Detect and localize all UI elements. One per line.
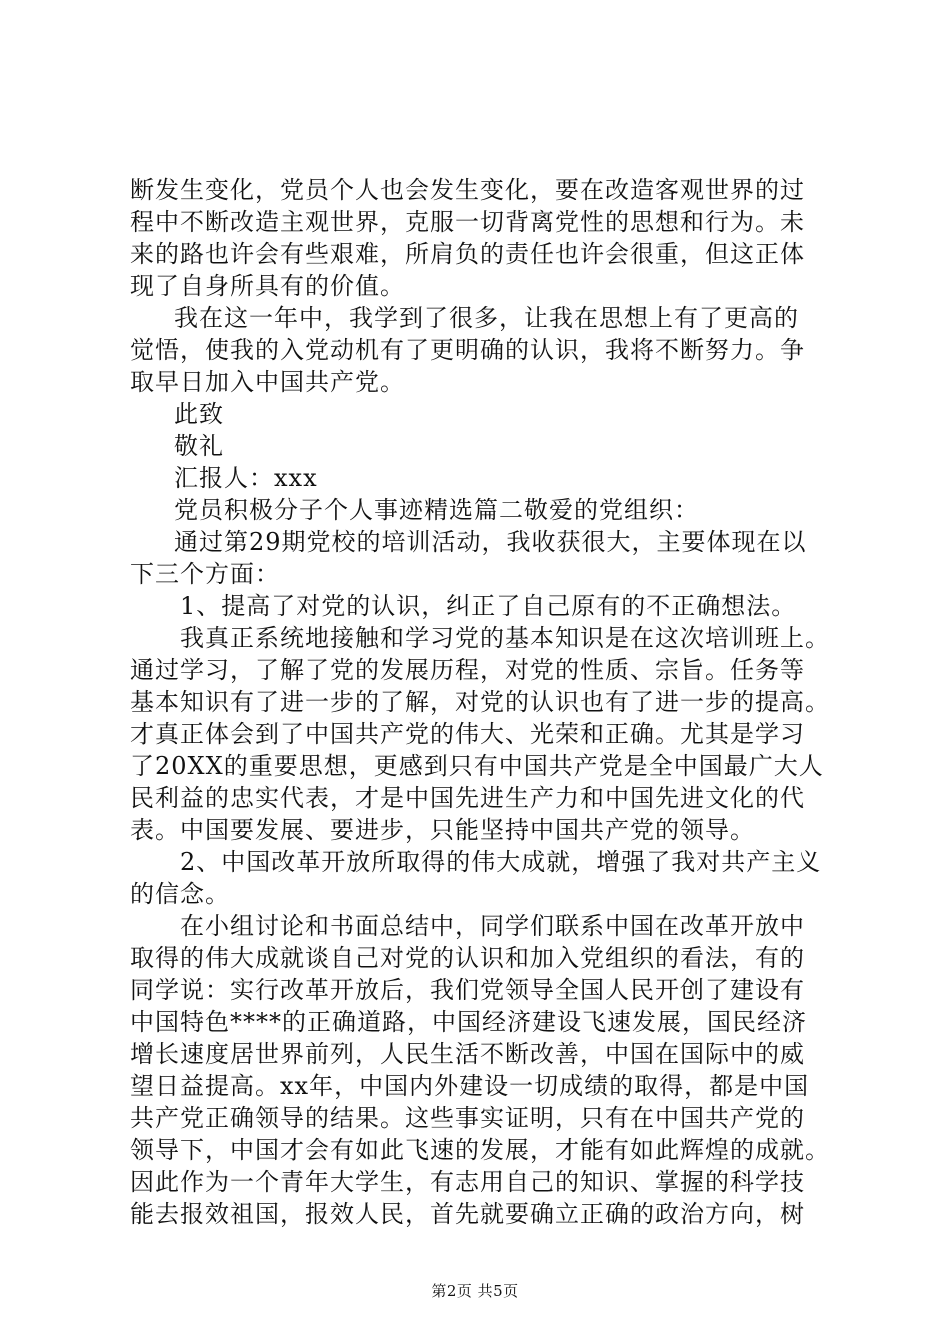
text-line: 取得的伟大成就谈自己对党的认识和加入党组织的看法，有的 xyxy=(130,944,805,972)
text-line: 通过学习，了解了党的发展历程，对党的性质、宗旨。任务等 xyxy=(130,656,805,684)
text-line: 因此作为一个青年大学生，有志用自己的知识、掌握的科学技 xyxy=(130,1168,805,1196)
text-line: 的信念。 xyxy=(130,880,230,908)
text-line: 能去报效祖国，报效人民，首先就要确立正确的政治方向，树 xyxy=(130,1200,805,1228)
text-line: 程中不断改造主观世界，克服一切背离党性的思想和行为。未 xyxy=(130,208,805,236)
salutation-line: 此致 xyxy=(174,400,224,428)
salutation-line: 敬礼 xyxy=(174,432,224,460)
text-line: 我真正系统地接触和学习党的基本知识是在这次培训班上。 xyxy=(180,624,830,652)
text-line: 民利益的忠实代表，才是中国先进生产力和中国先进文化的代 xyxy=(130,784,805,812)
text-line: 共产党正确领导的结果。这些事实证明，只有在中国共产党的 xyxy=(130,1104,805,1132)
text-line: 断发生变化，党员个人也会发生变化，要在改造客观世界的过 xyxy=(130,176,805,204)
text-line: 在小组讨论和书面总结中，同学们联系中国在改革开放中 xyxy=(180,912,805,940)
text-line: 觉悟，使我的入党动机有了更明确的认识，我将不断努力。争 xyxy=(130,336,805,364)
text-line: 通过第29期党校的培训活动，我收获很大，主要体现在以 xyxy=(174,528,807,556)
text-line: 基本知识有了进一步的了解，对党的认识也有了进一步的提高。 xyxy=(130,688,830,716)
signature-line: 汇报人：xxx xyxy=(174,464,318,492)
list-item-heading: 2、中国改革开放所取得的伟大成就，增强了我对共产主义 xyxy=(180,848,822,876)
text-line: 来的路也许会有些艰难，所肩负的责任也许会很重，但这正体 xyxy=(130,240,805,268)
text-line: 我在这一年中，我学到了很多，让我在思想上有了更高的 xyxy=(174,304,799,332)
list-item-heading: 1、提高了对党的认识，纠正了自己原有的不正确想法。 xyxy=(180,592,797,620)
text-line: 增长速度居世界前列，人民生活不断改善，中国在国际中的威 xyxy=(130,1040,805,1068)
text-line: 中国特色****的正确道路，中国经济建设飞速发展，国民经济 xyxy=(130,1008,807,1036)
page-number-footer: 第2页 共5页 xyxy=(431,1282,519,1300)
text-line: 下三个方面： xyxy=(130,560,280,588)
text-line: 了20XX的重要思想，更感到只有中国共产党是全中国最广大人 xyxy=(130,752,824,780)
section-heading: 党员积极分子个人事迹精选篇二敬爱的党组织： xyxy=(174,496,699,524)
document-body xyxy=(130,174,830,1230)
text-line: 表。中国要发展、要进步，只能坚持中国共产党的领导。 xyxy=(130,816,755,844)
text-line: 领导下，中国才会有如此飞速的发展，才能有如此辉煌的成就。 xyxy=(130,1136,830,1164)
text-line: 同学说：实行改革开放后，我们党领导全国人民开创了建设有 xyxy=(130,976,805,1004)
text-line: 取早日加入中国共产党。 xyxy=(130,368,405,396)
text-line: 现了自身所具有的价值。 xyxy=(130,272,405,300)
text-line: 才真正体会到了中国共产党的伟大、光荣和正确。尤其是学习 xyxy=(130,720,805,748)
text-line: 望日益提高。xx年，中国内外建设一切成绩的取得，都是中国 xyxy=(130,1072,810,1100)
